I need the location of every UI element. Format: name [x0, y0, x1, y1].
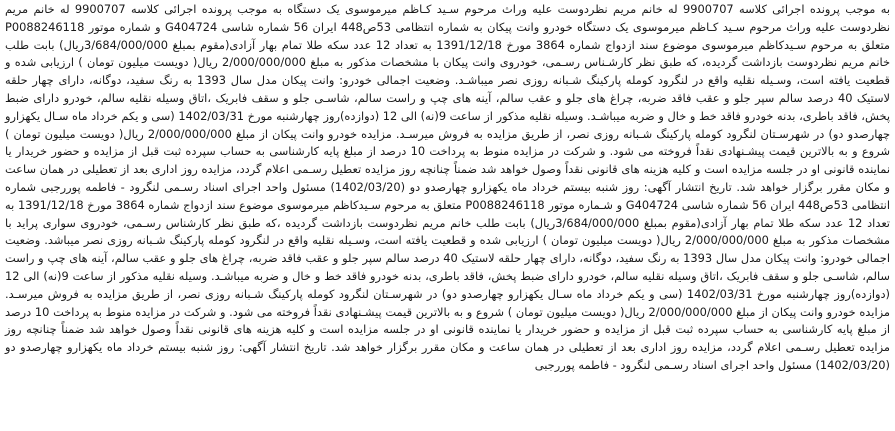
- auction-notice-text: به موجب پرونده اجرائی کلاسه 9900707 له خانم مریم نظردوست علیه وراث مرحوم سـید کـاظم میرموسوی یک دستگاه به موجب پرونده اجرائی کلاسه 9900707 له خانم مریم نظردوست علیه وراث مرحوم سـید کـاظم میرموسوی یک دستگاه خودرو وانت پیکان به شماره انتظامی 53ص448 ایران 56 شماره شاسی G404724 و شماره موتور P0088246118 متعلق به مرحوم سـیدکاظم میرموسوی موضوع سند ازدواج شماره 3864 مورخ 1391/12/18 به تعداد 12 عدد سکه طلا تمام بهار آزادی(مقوم بمبلغ 3/684/000/000ریال) بابت طلب خانم مریم نظردوست بازداشت گردیده، که طبق نظر کارشـناس رسـمی، خودروی وانت پیکان با مشخصات مذکور به مبلغ 2/000/000/000 ریال( دویست میلیون تومان ) ارزیابی شده و قطعیت یافته است، وسـیله نقلیه واقع در لنگرود کومله پارکینگ شـبانه روزی نصر میباشـد. وضعیت اجمالی خودرو: وانت پیکان مدل سال 1393 به رنگ سفید، دوگانه، دارای چهار حلقه لاستیک 40 درصد سالم سپر جلو و عقب فاقد ضربه، چراغ های جلو و عقب سالم، آینه های چپ و راست سالم، شاسـی جلو و سقف فابریک ،اتاق وسیله نقلیه سالم، خودرو دارای ضبط پخش، فاقد باطری، بدنه خودرو فاقد خط و خال و ضربه میباشـد. وسیله نقلیه مذکور از ساعت 9(نه) الی 12 (دوازده)روز چهارشنبه مورخ 1402/03/31 (سی و یکم خرداد ماه سـال یکهزارو چهارصدو دو) در شهرسـتان لنگرود کومله پارکینگ شـبانه روزی نصر، از طریق مزایده به فروش میرسـد. مزایده خودرو وانت پیکان از مبلغ 2/000/000/000 ریال( دویست میلیون تومان ) شروع و به بالاترین قیمت پیشـنهادی نقداً فروخته می شود. و شرکت در مزایده منوط به پرداخت 10 درصد از مبلغ پایه کارشناسی به حساب سپرده ثبت قبل از مزایده و حضور خریدار یا نماینده قانونی او در جلسه مزایده است و کلیه هزینه های قانونی نقداً وصول خواهد شد ضمناً چنانچه روز مزایده تعطیل رسـمی اعلام گردد، مزایده روز اداری بعد از تعطیلی در همان ساعت و مکان مقرر برگزار خواهد شد. تاریخ انتشار آگهی: روز شنبه بیستم خرداد ماه یکهزارو چهارصدو دو (1402/03/20) مسئول واحد اجرای اسناد رسـمی لنگرود - فاطمه پوررجبی شماره انتظامی 53ص448 ایران 56 شماره شاسی G404724 و شـماره موتور P0088246118 متعلق به مرحوم سـیدکاظم میرموسوی موضوع سند ازدواج شماره 3864 مورخ 1391/12/18 به تعداد 12 عدد سکه طلا تمام بهار آزادی(مقوم بمبلغ 3/684/000/000ریال) بابت طلب خانم مریم نظردوست بازداشت گردیده ،که طبق نظر کارشناس رسـمی، خودروی سواری پراید با مشخصات مذکور به مبلغ 2/000/000/000 ریال( دویست میلیون تومان ) ارزیابی شده و قطعیت یافته است، وسـیله نقلیه واقع در لنگرود کومله پارکینگ شـبانه روزی نصر میباشد. وضعیت اجمالی خودرو: وانت پیکان مدل سال 1393 به رنگ سفید، دوگانه، دارای چهار حلقه لاستیک 40 درصد سالم سپر جلو و عقب فاقد ضربه، چراغ های جلو و عقب سالم، آینه های چپ و راست سالم، شاسـی جلو و سقف فابریک ،اتاق وسیله نقلیه سالم، خودرو دارای ضبط پخش، فاقد باطری، بدنه خودرو فاقد خط و خال و ضربه میباشـد. وسیله نقلیه مذکور از ساعت 9(نه) الی 12 (دوازده)روز چهارشنبه مورخ 1402/03/31 (سی و یکم خرداد ماه سـال یکهزارو چهارصدو دو) در شهرسـتان لنگرود کومله پارکینگ شـبانه روزی نصر، از طریق مزایده به فروش میرسـد. مزایده خودرو وانت پیکان از مبلغ 2/000/000/000 ریال( دویست میلیون تومان ) شروع و به بالاترین قیمت پیشـنهادی نقداً فروخته می شود. و شرکت در مزایده منوط به پرداخت 10 درصد از مبلغ پایه کارشناسی به حساب سپرده ثبت قبل از مزایده و حضور خریدار یا نماینده قانونی او در جلسه مزایده است و کلیه هزینه های قانونی نقداً وصول خواهد شد ضمناً چنانچه روز مزایده تعطیل رسـمی اعلام گردد، مزایده روز اداری بعد از تعطیلی در همان ساعت و مکان مقرر برگزار خواهد شد. تاریخ انتشار آگهی: روز شنبه بیستم خرداد ماه یکهزارو چهارصدو دو (1402/03/20) مسئول واحد اجرای اسناد رسـمی لنگرود - فاطمه پوررجبی: [4, 2, 890, 372]
